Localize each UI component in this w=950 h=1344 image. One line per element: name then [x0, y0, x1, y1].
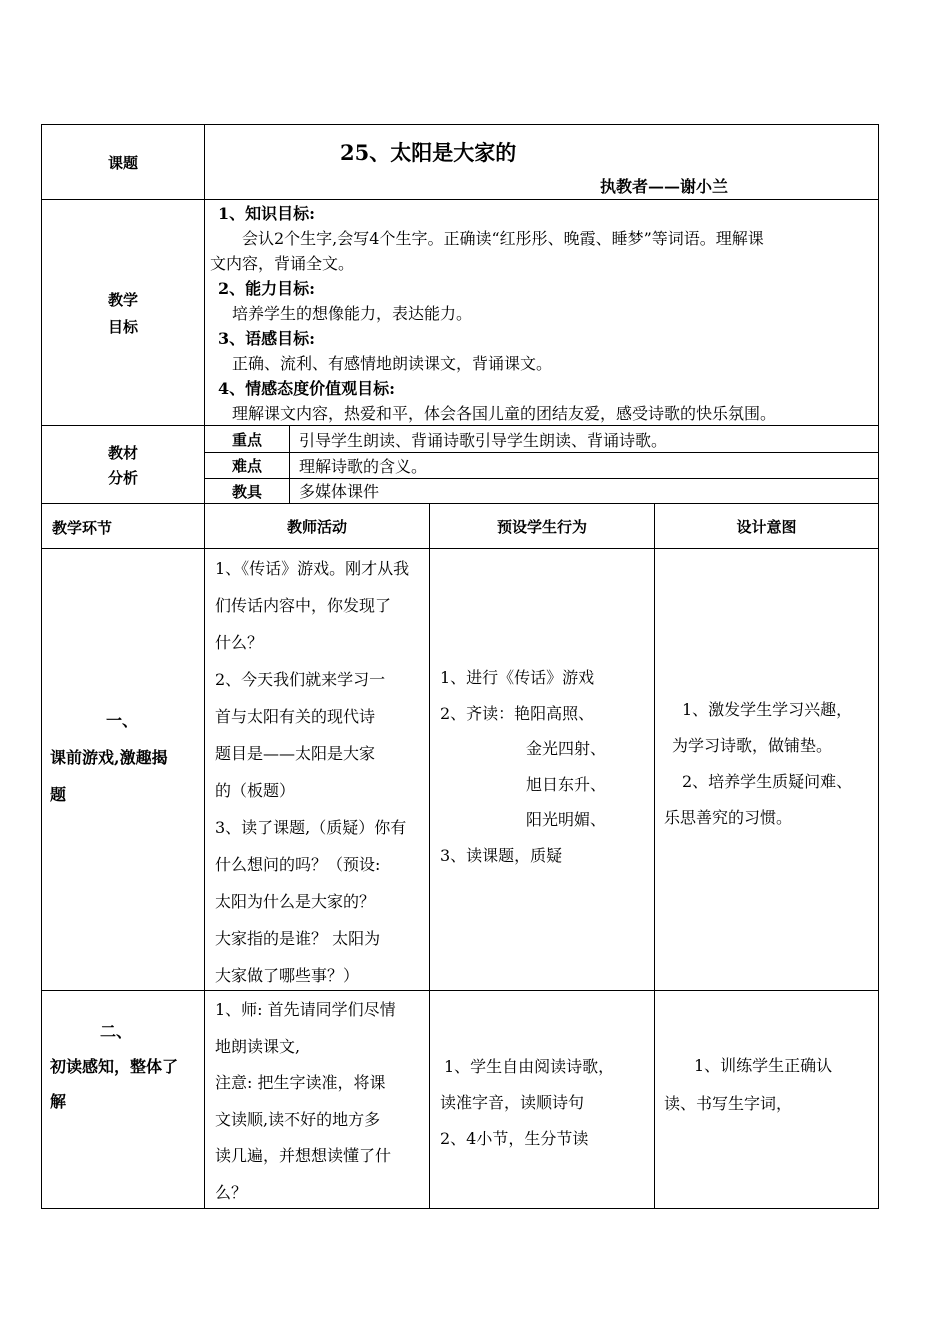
intent-line: 为学习诗歌，做铺垫。 [672, 736, 833, 755]
stage-title: 初读感知，整体了 [50, 1057, 179, 1076]
key-point-value: 引导学生朗读、背诵诗歌引导学生朗读、背诵诗歌。 [299, 431, 668, 450]
teacher-name: 执教者——谢小兰 [600, 177, 729, 196]
materials-label [42, 426, 204, 503]
student-line: 1、学生自由阅读诗歌， [444, 1057, 615, 1076]
col-divider [654, 503, 655, 1209]
column-header-student: 预设学生行为 [496, 517, 587, 536]
objective-text: 会认2个生字,会写4个生字。正确读“红彤彤、晚霞、睡梦”等词语。理解课 [242, 229, 764, 248]
teaching-aid-value: 多媒体课件 [299, 482, 380, 501]
teacher-line: 们传话内容中，你发现了 [215, 596, 392, 615]
student-line: 读准字音，读顺诗句 [440, 1093, 585, 1112]
design-intent-2 [664, 1047, 876, 1123]
intent-line: 1、训练学生正确认 [694, 1056, 833, 1075]
teacher-line: 1、《传话》游戏。刚才从我 [215, 559, 410, 578]
teacher-activity-1 [215, 549, 425, 994]
row-divider [41, 548, 879, 549]
teacher-line: 题目是——太阳是大家 [215, 744, 376, 763]
teacher-line: 3、读了课题,（质疑）你有 [215, 818, 407, 837]
stage-title: 课前游戏,激趣揭 [50, 748, 168, 767]
col-divider [289, 425, 290, 504]
student-behavior-1 [440, 660, 652, 873]
column-header-stage: 教学环节 [52, 519, 113, 537]
table-border-bottom [41, 1208, 879, 1209]
row-divider [41, 990, 879, 991]
col-divider [429, 503, 430, 1209]
objectives-label-line2: 目标 [107, 317, 138, 336]
intent-line: 读、书写生字词， [664, 1094, 793, 1113]
stage-1-label [50, 702, 202, 813]
difficulty-value: 理解诗歌的含义。 [299, 457, 428, 476]
objectives-label [42, 200, 204, 425]
teacher-line: 2、今天我们就来学习一 [215, 670, 386, 689]
topic-label: 课题 [107, 153, 138, 172]
student-line: 2、4小节，生分节读 [440, 1129, 589, 1148]
student-behavior-2 [440, 1049, 652, 1157]
student-line: 2、齐读：艳阳高照、 [440, 703, 595, 723]
objective-heading: 4、情感态度价值观目标: [218, 379, 396, 398]
teacher-line: 1、师: 首先请同学们尽情 [215, 1000, 396, 1019]
intent-line: 2、培养学生质疑问难、 [682, 772, 853, 791]
teacher-line: 什么想问的吗？（预设: [215, 855, 381, 874]
teacher-line: 什么？ [215, 633, 264, 652]
objectives-label-line1: 教学 [107, 290, 138, 309]
materials-label-line1: 教材 [107, 443, 138, 462]
teacher-line: 注意: 把生字读准，将课 [215, 1073, 386, 1092]
row-divider [204, 452, 879, 453]
stage-number: 二、 [100, 1022, 133, 1041]
objective-text: 文内容，背诵全文。 [210, 254, 355, 273]
student-line: 3、读课题，质疑 [440, 845, 563, 865]
student-line: 金光四射、 [526, 739, 607, 758]
teacher-line: 么？ [215, 1182, 248, 1202]
objective-text: 正确、流利、有感情地朗读课文，背诵课文。 [232, 354, 553, 373]
teacher-line: 太阳为什么是大家的？ [215, 892, 376, 911]
difficulty-label: 难点 [231, 457, 262, 475]
teacher-line: 大家指的是谁？ 太阳为 [215, 929, 381, 948]
teacher-line: 的（板题） [215, 781, 296, 800]
design-intent-1 [664, 692, 876, 836]
teacher-line: 首与太阳有关的现代诗 [215, 707, 376, 726]
student-line: 阳光明媚、 [526, 810, 607, 829]
objective-text: 培养学生的想像能力，表达能力。 [232, 304, 473, 323]
student-line: 旭日东升、 [526, 774, 607, 794]
materials-label-line2: 分析 [107, 468, 138, 487]
objectives-content [210, 201, 878, 425]
column-header-intent: 设计意图 [736, 517, 797, 536]
teacher-line: 读几遍，并想想读懂了什 [215, 1146, 392, 1165]
lesson-title: 25、太阳是大家的 [340, 140, 517, 165]
student-line: 1、进行《传话》游戏 [440, 668, 595, 687]
col-divider [204, 124, 205, 1209]
teacher-activity-2 [215, 991, 425, 1211]
objective-text: 理解课文内容，热爱和平，体会各国儿童的团结友爱，感受诗歌的快乐氛围。 [232, 404, 777, 423]
table-border-right [878, 124, 879, 1209]
stage-title: 解 [50, 1092, 67, 1111]
objective-heading: 1、知识目标: [218, 204, 316, 223]
key-point-label: 重点 [231, 430, 262, 449]
column-header-teacher: 教师活动 [286, 517, 347, 536]
objective-heading: 2、能力目标: [218, 279, 316, 298]
intent-line: 乐思善究的习惯。 [664, 808, 793, 827]
teacher-line: 文读顺,读不好的地方多 [215, 1109, 381, 1129]
teaching-aid-label: 教具 [231, 482, 262, 501]
stage-number: 一、 [106, 711, 139, 730]
stage-title: 题 [50, 785, 67, 804]
stage-2-label [50, 1014, 202, 1119]
teacher-line: 大家做了哪些事？） [215, 966, 360, 985]
objective-heading: 3、语感目标: [218, 329, 316, 348]
teacher-line: 地朗读课文, [215, 1036, 301, 1056]
intent-line: 1、激发学生学习兴趣， [682, 700, 853, 719]
